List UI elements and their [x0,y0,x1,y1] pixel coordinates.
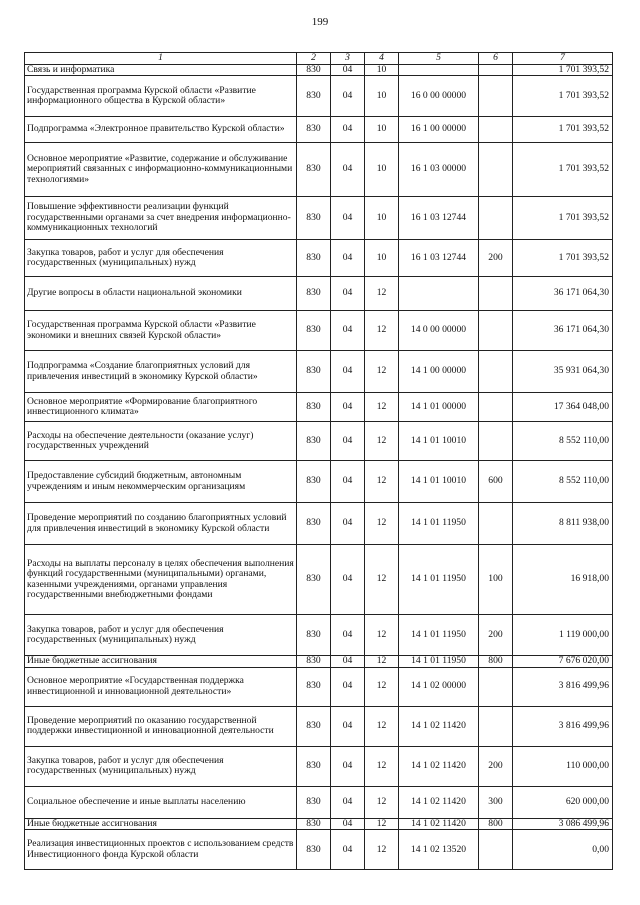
expense-type-cell [479,667,513,706]
subsection-cell: 10 [365,64,399,76]
header-cell: 1 [25,53,297,65]
admin-code-cell: 830 [297,786,331,818]
table-row [25,706,613,746]
section-cell: 04 [331,240,365,277]
subsection-cell: 12 [365,545,399,615]
amount-cell: 35 931 064,30 [513,351,613,393]
subsection-cell: 10 [365,197,399,240]
target-article-cell: 14 1 02 00000 [399,667,479,706]
admin-code-cell: 830 [297,656,331,668]
target-article-cell: 14 1 02 11420 [399,706,479,746]
section-cell: 04 [331,786,365,818]
expense-type-cell [479,706,513,746]
expense-type-cell: 600 [479,461,513,503]
amount-cell: 17 364 048,00 [513,393,613,422]
subsection-cell: 12 [365,615,399,656]
header-cell: 6 [479,53,513,65]
expense-type-cell [479,422,513,461]
target-article-cell: 16 1 03 12744 [399,240,479,277]
admin-code-cell: 830 [297,277,331,311]
amount-cell: 8 552 110,00 [513,461,613,503]
row-name-cell: Реализация инвестиционных проектов с использованием средств Инвестиционного фонда Курской области [25,830,297,870]
amount-cell: 3 816 499,96 [513,667,613,706]
admin-code-cell: 830 [297,393,331,422]
table-row [25,311,613,351]
subsection-cell: 12 [365,461,399,503]
admin-code-cell: 830 [297,503,331,545]
expense-type-cell [479,197,513,240]
table-row [25,818,613,830]
row-name-cell: Проведение мероприятий по оказанию государственной поддержки инвестиционной и инновационной деятельности [25,706,297,746]
admin-code-cell: 830 [297,706,331,746]
section-cell: 04 [331,503,365,545]
target-article-cell: 14 1 02 11420 [399,818,479,830]
expense-type-cell: 200 [479,240,513,277]
row-name-cell: Закупка товаров, работ и услуг для обеспечения государственных (муниципальных) нужд [25,746,297,786]
target-article-cell [399,64,479,76]
admin-code-cell: 830 [297,311,331,351]
admin-code-cell: 830 [297,830,331,870]
table-row [25,830,613,870]
expense-type-cell [479,393,513,422]
admin-code-cell: 830 [297,197,331,240]
target-article-cell: 16 1 00 00000 [399,117,479,143]
admin-code-cell: 830 [297,667,331,706]
row-name-cell: Расходы на выплаты персоналу в целях обеспечения выполнения функций государственными (муниципальными) органами, казенными учреждениями, органами управления государственными внебюджетными фондами [25,545,297,615]
table-row [25,786,613,818]
subsection-cell: 10 [365,143,399,197]
subsection-cell: 12 [365,746,399,786]
target-article-cell: 16 1 03 12744 [399,197,479,240]
target-article-cell: 14 1 02 13520 [399,830,479,870]
row-name-cell: Закупка товаров, работ и услуг для обеспечения государственных (муниципальных) нужд [25,615,297,656]
target-article-cell: 14 1 01 11950 [399,503,479,545]
admin-code-cell: 830 [297,76,331,117]
expense-type-cell: 100 [479,545,513,615]
row-name-cell: Иные бюджетные ассигнования [25,818,297,830]
header-row [25,53,613,65]
section-cell: 04 [331,117,365,143]
subsection-cell: 12 [365,277,399,311]
header-cell: 2 [297,53,331,65]
expense-type-cell [479,277,513,311]
header-cell: 5 [399,53,479,65]
admin-code-cell: 830 [297,117,331,143]
amount-cell: 1 701 393,52 [513,197,613,240]
amount-cell: 36 171 064,30 [513,277,613,311]
expense-type-cell [479,117,513,143]
target-article-cell: 14 0 00 00000 [399,311,479,351]
section-cell: 04 [331,64,365,76]
section-cell: 04 [331,311,365,351]
row-name-cell: Основное мероприятие «Развитие, содержание и обслуживание мероприятий связанных с информационно-коммуникационными технологиями» [25,143,297,197]
section-cell: 04 [331,461,365,503]
admin-code-cell: 830 [297,818,331,830]
admin-code-cell: 830 [297,422,331,461]
row-name-cell: Проведение мероприятий по созданию благоприятных условий для привлечения инвестиций в экономику Курской области [25,503,297,545]
amount-cell: 16 918,00 [513,545,613,615]
table-row [25,393,613,422]
admin-code-cell: 830 [297,461,331,503]
admin-code-cell: 830 [297,615,331,656]
section-cell: 04 [331,545,365,615]
section-cell: 04 [331,667,365,706]
table-row [25,656,613,668]
expense-type-cell: 800 [479,818,513,830]
target-article-cell: 14 1 01 10010 [399,461,479,503]
table-row [25,461,613,503]
amount-cell: 7 676 020,00 [513,656,613,668]
subsection-cell: 12 [365,311,399,351]
table-row [25,64,613,76]
subsection-cell: 12 [365,422,399,461]
expense-type-cell [479,830,513,870]
section-cell: 04 [331,656,365,668]
expense-type-cell [479,503,513,545]
section-cell: 04 [331,830,365,870]
target-article-cell: 14 1 01 11950 [399,656,479,668]
table-row [25,143,613,197]
admin-code-cell: 830 [297,351,331,393]
expense-type-cell: 200 [479,746,513,786]
amount-cell: 1 701 393,52 [513,143,613,197]
admin-code-cell: 830 [297,64,331,76]
expense-type-cell: 200 [479,615,513,656]
amount-cell: 8 811 938,00 [513,503,613,545]
table-row [25,351,613,393]
subsection-cell: 12 [365,393,399,422]
amount-cell: 620 000,00 [513,786,613,818]
page-number: 199 [311,16,329,28]
table-row [25,240,613,277]
expense-type-cell [479,143,513,197]
row-name-cell: Иные бюджетные ассигнования [25,656,297,668]
amount-cell: 1 701 393,52 [513,64,613,76]
table-row [25,422,613,461]
subsection-cell: 12 [365,786,399,818]
section-cell: 04 [331,422,365,461]
row-name-cell: Расходы на обеспечение деятельности (оказание услуг) государственных учреждений [25,422,297,461]
amount-cell: 110 000,00 [513,746,613,786]
subsection-cell: 10 [365,240,399,277]
amount-cell: 3 086 499,96 [513,818,613,830]
row-name-cell: Государственная программа Курской области «Развитие экономики и внешних связей Курской области» [25,311,297,351]
section-cell: 04 [331,818,365,830]
target-article-cell: 14 1 00 00000 [399,351,479,393]
table-row [25,746,613,786]
admin-code-cell: 830 [297,545,331,615]
amount-cell: 1 701 393,52 [513,240,613,277]
subsection-cell: 12 [365,667,399,706]
admin-code-cell: 830 [297,746,331,786]
header-cell: 3 [331,53,365,65]
row-name-cell: Основное мероприятие «Государственная поддержка инвестиционной и инновационной деятельности» [25,667,297,706]
section-cell: 04 [331,197,365,240]
amount-cell: 0,00 [513,830,613,870]
table-row [25,277,613,311]
expense-type-cell: 300 [479,786,513,818]
target-article-cell: 14 1 02 11420 [399,746,479,786]
section-cell: 04 [331,351,365,393]
table-row [25,503,613,545]
target-article-cell [399,277,479,311]
table-row [25,667,613,706]
target-article-cell: 14 1 01 11950 [399,615,479,656]
row-name-cell: Связь и информатика [25,64,297,76]
expense-type-cell: 800 [479,656,513,668]
row-name-cell: Другие вопросы в области национальной экономики [25,277,297,311]
row-name-cell: Предоставление субсидий бюджетным, автономным учреждениям и иным некоммерческим организациям [25,461,297,503]
section-cell: 04 [331,706,365,746]
row-name-cell: Социальное обеспечение и иные выплаты населению [25,786,297,818]
expense-type-cell [479,311,513,351]
section-cell: 04 [331,76,365,117]
subsection-cell: 10 [365,117,399,143]
subsection-cell: 10 [365,76,399,117]
amount-cell: 1 701 393,52 [513,117,613,143]
amount-cell: 1 119 000,00 [513,615,613,656]
target-article-cell: 14 1 01 00000 [399,393,479,422]
row-name-cell: Государственная программа Курской области «Развитие информационного общества в Курской области» [25,76,297,117]
expense-type-cell [479,76,513,117]
section-cell: 04 [331,615,365,656]
subsection-cell: 12 [365,351,399,393]
subsection-cell: 12 [365,503,399,545]
subsection-cell: 12 [365,818,399,830]
row-name-cell: Основное мероприятие «Формирование благоприятного инвестиционного климата» [25,393,297,422]
expense-type-cell [479,64,513,76]
row-name-cell: Закупка товаров, работ и услуг для обеспечения государственных (муниципальных) нужд [25,240,297,277]
target-article-cell: 14 1 01 11950 [399,545,479,615]
header-cell: 7 [513,53,613,65]
admin-code-cell: 830 [297,240,331,277]
table-row [25,197,613,240]
row-name-cell: Подпрограмма «Электронное правительство Курской области» [25,117,297,143]
amount-cell: 8 552 110,00 [513,422,613,461]
table-row [25,545,613,615]
subsection-cell: 12 [365,706,399,746]
table-row [25,76,613,117]
row-name-cell: Подпрограмма «Создание благоприятных условий для привлечения инвестиций в экономику Курской области» [25,351,297,393]
admin-code-cell: 830 [297,143,331,197]
table-row [25,117,613,143]
target-article-cell: 16 1 03 00000 [399,143,479,197]
expense-type-cell [479,351,513,393]
subsection-cell: 12 [365,656,399,668]
section-cell: 04 [331,277,365,311]
target-article-cell: 14 1 01 10010 [399,422,479,461]
amount-cell: 1 701 393,52 [513,76,613,117]
section-cell: 04 [331,143,365,197]
section-cell: 04 [331,393,365,422]
row-name-cell: Повышение эффективности реализации функций государственными органами за счет внедрения информационно-коммуникационных технологий [25,197,297,240]
amount-cell: 3 816 499,96 [513,706,613,746]
budget-table [24,52,613,870]
amount-cell: 36 171 064,30 [513,311,613,351]
subsection-cell: 12 [365,830,399,870]
target-article-cell: 16 0 00 00000 [399,76,479,117]
target-article-cell: 14 1 02 11420 [399,786,479,818]
header-cell: 4 [365,53,399,65]
table-row [25,615,613,656]
section-cell: 04 [331,746,365,786]
